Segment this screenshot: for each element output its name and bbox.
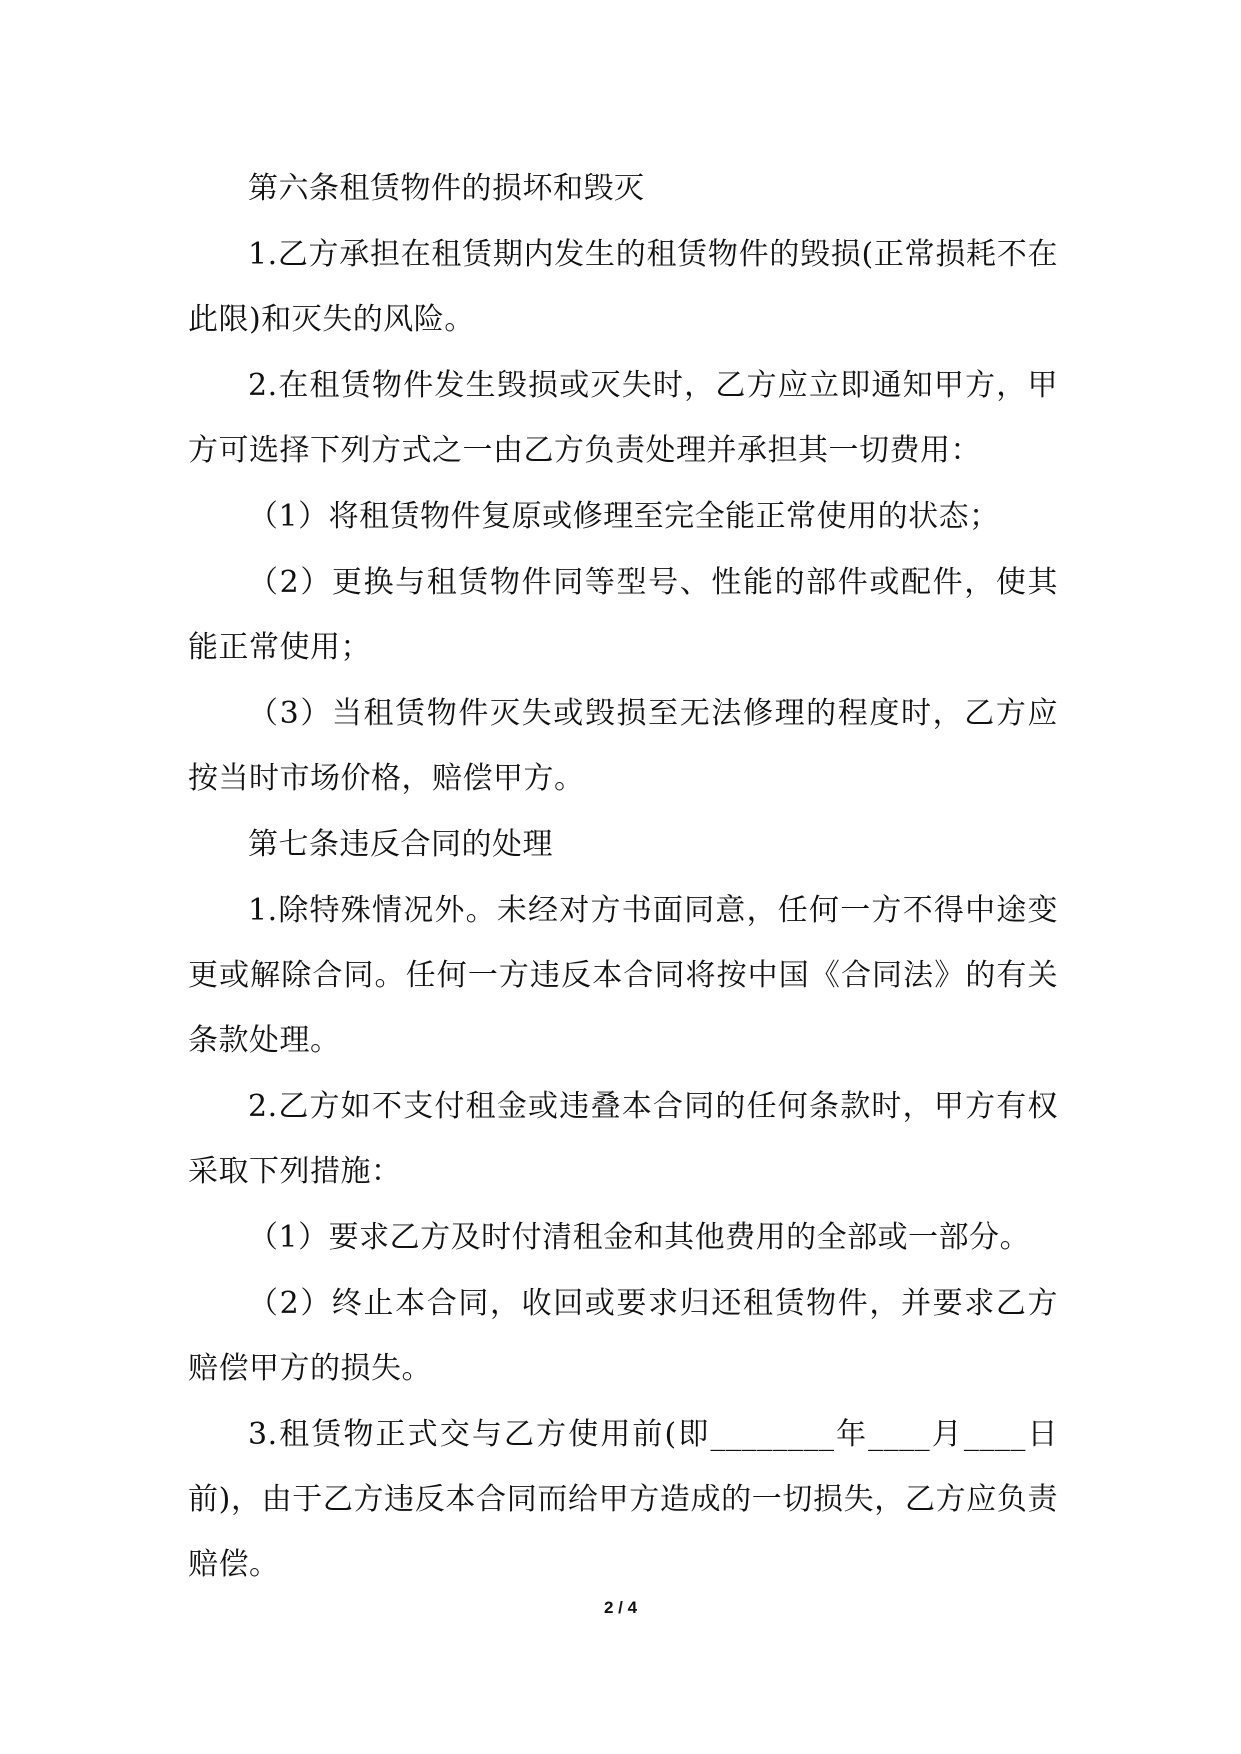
section-heading: 第七条违反合同的处理 bbox=[248, 827, 553, 862]
paragraph: 1.除特殊情况外。未经对方书面同意，任何一方不得中途变更或解除合同。任何一方违反本合同将按中国《合同法》的有关条款处理。 bbox=[188, 893, 1058, 1058]
list-item: （1）要求乙方及时付清租金和其他费用的全部或一部分。 bbox=[248, 1220, 1031, 1255]
paragraph: 1.乙方承担在租赁期内发生的租赁物件的毁损(正常损耗不在此限)和灭失的风险。 bbox=[188, 237, 1058, 337]
paragraph: 2.在租赁物件发生毁损或灭失时，乙方应立即通知甲方，甲方可选择下列方式之一由乙方负责处理并承担其一切费用： bbox=[188, 368, 1058, 468]
page-number: 2 / 4 bbox=[603, 1598, 638, 1617]
list-item: （2）更换与租赁物件同等型号、性能的部件或配件，使其能正常使用； bbox=[188, 565, 1058, 665]
list-item: （3）当租赁物件灭失或毁损至无法修理的程度时，乙方应按当时市场价格，赔偿甲方。 bbox=[188, 696, 1058, 796]
paragraph: 2.乙方如不支付租金或违叠本合同的任何条款时，甲方有权采取下列措施： bbox=[188, 1089, 1058, 1189]
list-item: （2）终止本合同，收回或要求归还租赁物件，并要求乙方赔偿甲方的损失。 bbox=[188, 1286, 1058, 1386]
document-body bbox=[188, 156, 1058, 1598]
paragraph: 3.租赁物正式交与乙方使用前(即________年____月____日前)，由于乙方违反本合同而给甲方造成的一切损失，乙方应负责赔偿。 bbox=[188, 1417, 1058, 1582]
section-heading: 第六条租赁物件的损坏和毁灭 bbox=[248, 171, 645, 206]
list-item: （1）将租赁物件复原或修理至完全能正常使用的状态； bbox=[248, 499, 1000, 534]
